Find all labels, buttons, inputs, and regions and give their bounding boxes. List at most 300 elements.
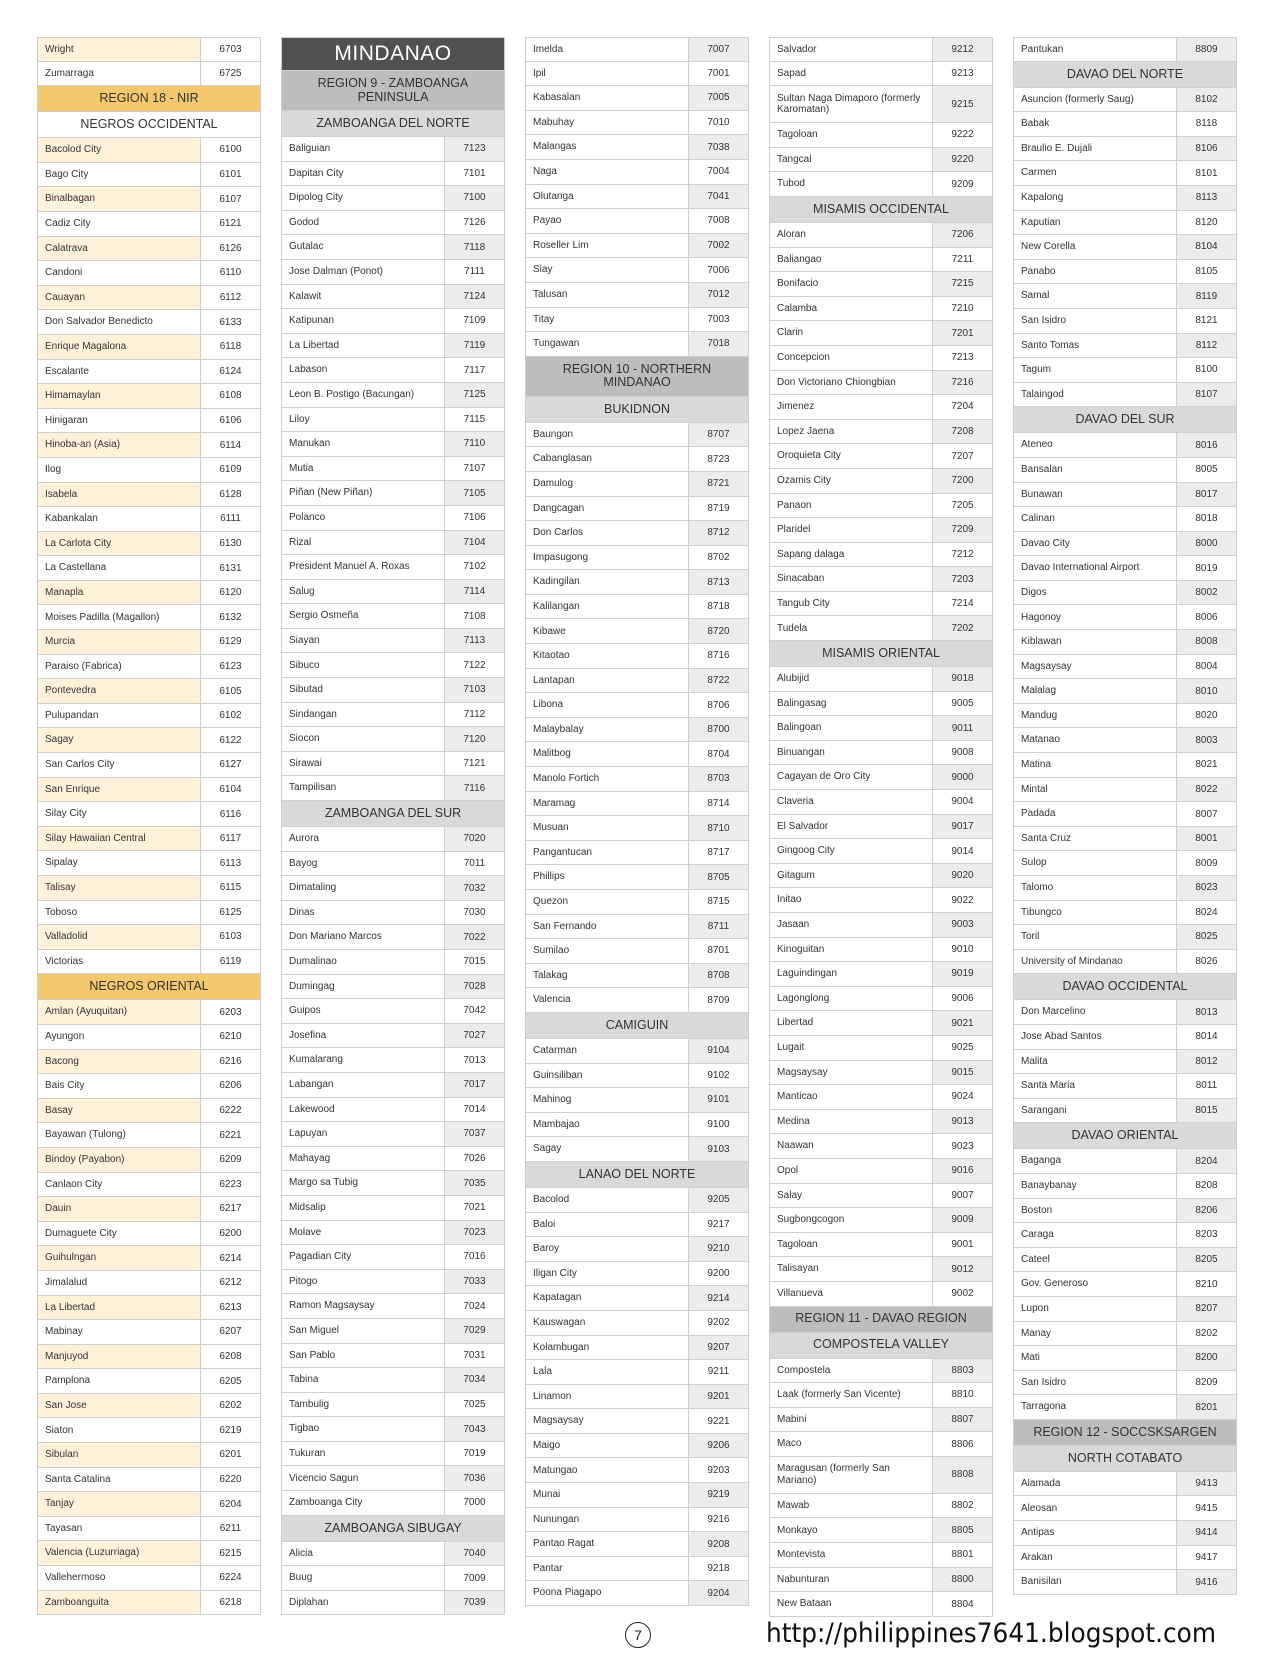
zip-code: 8808 bbox=[933, 1457, 992, 1493]
zip-code: 8208 bbox=[1177, 1174, 1236, 1198]
table-row bbox=[525, 1581, 749, 1606]
zip-code: 8709 bbox=[689, 988, 748, 1012]
municipality-name: Concepcion bbox=[770, 346, 933, 370]
municipality-name: Hagonoy bbox=[1014, 605, 1177, 629]
table-row bbox=[1013, 284, 1237, 309]
table-row bbox=[769, 1518, 993, 1543]
municipality-name: Malalag bbox=[1014, 679, 1177, 703]
table-row bbox=[281, 975, 505, 1000]
municipality-name: Dauin bbox=[38, 1197, 201, 1221]
municipality-name: New Bataan bbox=[770, 1592, 933, 1616]
municipality-name: Josefina bbox=[282, 1024, 445, 1048]
zip-code: 8715 bbox=[689, 890, 748, 914]
zip-code: 7011 bbox=[445, 852, 504, 876]
table-row bbox=[769, 371, 993, 396]
municipality-name: Manapla bbox=[38, 581, 201, 605]
municipality-name: Talakag bbox=[526, 964, 689, 988]
municipality-name: Ayungon bbox=[38, 1025, 201, 1049]
zip-code: 8020 bbox=[1177, 704, 1236, 728]
table-row bbox=[769, 716, 993, 741]
table-row bbox=[1013, 1570, 1237, 1595]
table-row bbox=[281, 580, 505, 605]
zip-code: 8209 bbox=[1177, 1371, 1236, 1395]
municipality-name: Kapatagan bbox=[526, 1286, 689, 1310]
region-header: NEGROS OCCIDENTAL bbox=[37, 112, 261, 138]
municipality-name: Lagonglong bbox=[770, 987, 933, 1011]
municipality-name: Amlan (Ayuquitan) bbox=[38, 1000, 201, 1024]
municipality-name: Asuncion (formerly Saug) bbox=[1014, 88, 1177, 112]
table-row bbox=[769, 1184, 993, 1209]
table-row bbox=[37, 827, 261, 852]
table-row bbox=[37, 507, 261, 532]
municipality-name: Tangub City bbox=[770, 592, 933, 616]
zip-code: 7043 bbox=[445, 1417, 504, 1441]
table-row bbox=[769, 962, 993, 987]
municipality-name: Padada bbox=[1014, 802, 1177, 826]
table-row bbox=[37, 1418, 261, 1443]
zip-code: 8716 bbox=[689, 644, 748, 668]
table-row bbox=[281, 727, 505, 752]
zip-code: 6112 bbox=[201, 286, 260, 310]
table-row bbox=[281, 629, 505, 654]
municipality-name: Bonifacio bbox=[770, 272, 933, 296]
table-row bbox=[525, 258, 749, 283]
municipality-name: Canlaon City bbox=[38, 1173, 201, 1197]
table-row bbox=[281, 1024, 505, 1049]
zip-code: 9213 bbox=[933, 62, 992, 86]
table-row bbox=[769, 592, 993, 617]
zip-code: 8805 bbox=[933, 1518, 992, 1542]
zip-code: 7004 bbox=[689, 160, 748, 184]
municipality-name: Arakan bbox=[1014, 1546, 1177, 1570]
page-number: 7 bbox=[625, 1622, 651, 1648]
table-row bbox=[525, 111, 749, 136]
table-row bbox=[1013, 88, 1237, 113]
municipality-name: Zamboanguita bbox=[38, 1591, 201, 1615]
region-header: REGION 10 - NORTHERN MINDANAO bbox=[525, 357, 749, 397]
zip-code: 9205 bbox=[689, 1188, 748, 1212]
municipality-name: Alamada bbox=[1014, 1472, 1177, 1496]
table-row bbox=[1013, 1521, 1237, 1546]
zip-code: 8106 bbox=[1177, 137, 1236, 161]
zip-code: 8019 bbox=[1177, 556, 1236, 580]
table-row bbox=[37, 605, 261, 630]
municipality-name: San Miguel bbox=[282, 1319, 445, 1343]
table-row bbox=[525, 86, 749, 111]
table-row bbox=[281, 1294, 505, 1319]
zip-code: 9016 bbox=[933, 1159, 992, 1183]
table-row bbox=[769, 1110, 993, 1135]
table-row bbox=[37, 1369, 261, 1394]
municipality-name: Lantapan bbox=[526, 669, 689, 693]
zip-code: 9013 bbox=[933, 1110, 992, 1134]
municipality-name: Gutalac bbox=[282, 235, 445, 259]
table-row bbox=[37, 1492, 261, 1517]
municipality-name: Poona Piagapo bbox=[526, 1581, 689, 1605]
municipality-name: La Castellana bbox=[38, 556, 201, 580]
municipality-name: La Carlota City bbox=[38, 532, 201, 556]
municipality-name: Siayan bbox=[282, 629, 445, 653]
municipality-name: Jose Abad Santos bbox=[1014, 1025, 1177, 1049]
table-row bbox=[525, 865, 749, 890]
zip-code: 7028 bbox=[445, 975, 504, 999]
table-row bbox=[1013, 1496, 1237, 1521]
municipality-name: Matina bbox=[1014, 753, 1177, 777]
municipality-name: Hinigaran bbox=[38, 409, 201, 433]
municipality-name: Malangas bbox=[526, 135, 689, 159]
zip-code: 7025 bbox=[445, 1393, 504, 1417]
zip-code: 8014 bbox=[1177, 1025, 1236, 1049]
zip-code: 6114 bbox=[201, 433, 260, 457]
table-row bbox=[281, 852, 505, 877]
table-row bbox=[37, 1271, 261, 1296]
zip-code: 9206 bbox=[689, 1434, 748, 1458]
zip-code: 9021 bbox=[933, 1011, 992, 1035]
municipality-name: Ozamis City bbox=[770, 469, 933, 493]
table-row bbox=[281, 653, 505, 678]
region-header: ZAMBOANGA DEL NORTE bbox=[281, 111, 505, 137]
table-row bbox=[769, 1208, 993, 1233]
table-row bbox=[1013, 802, 1237, 827]
table-row bbox=[769, 1359, 993, 1384]
table-row bbox=[525, 283, 749, 308]
municipality-name: Pitogo bbox=[282, 1270, 445, 1294]
municipality-name: Candoni bbox=[38, 261, 201, 285]
municipality-name: Isabela bbox=[38, 483, 201, 507]
zip-code: 7208 bbox=[933, 420, 992, 444]
zip-code: 8104 bbox=[1177, 235, 1236, 259]
zip-code: 6215 bbox=[201, 1541, 260, 1565]
zip-code: 8803 bbox=[933, 1359, 992, 1383]
region-header: DAVAO DEL SUR bbox=[1013, 407, 1237, 433]
table-row bbox=[525, 1039, 749, 1064]
municipality-name: Libertad bbox=[770, 1011, 933, 1035]
zip-code: 9025 bbox=[933, 1036, 992, 1060]
table-row bbox=[525, 619, 749, 644]
table-row bbox=[37, 581, 261, 606]
zip-code: 8705 bbox=[689, 865, 748, 889]
table-row bbox=[1013, 483, 1237, 508]
island-group-header: MINDANAO bbox=[281, 37, 505, 71]
municipality-name: Liloy bbox=[282, 408, 445, 432]
municipality-name: Sindangan bbox=[282, 703, 445, 727]
zip-code: 8112 bbox=[1177, 334, 1236, 358]
zip-code: 9200 bbox=[689, 1262, 748, 1286]
zip-code: 7104 bbox=[445, 531, 504, 555]
zip-code: 7116 bbox=[445, 776, 504, 800]
municipality-name: Kibawe bbox=[526, 619, 689, 643]
table-row bbox=[769, 1494, 993, 1519]
zip-code: 6101 bbox=[201, 163, 260, 187]
zip-code: 8710 bbox=[689, 816, 748, 840]
zip-code: 7017 bbox=[445, 1073, 504, 1097]
zip-code: 6127 bbox=[201, 753, 260, 777]
zip-code: 9017 bbox=[933, 815, 992, 839]
zip-code: 8700 bbox=[689, 718, 748, 742]
municipality-name: Banisilan bbox=[1014, 1570, 1177, 1594]
table-row bbox=[1013, 556, 1237, 581]
municipality-name: Baganga bbox=[1014, 1149, 1177, 1173]
table-row bbox=[525, 1336, 749, 1361]
municipality-name: Davao International Airport bbox=[1014, 556, 1177, 580]
table-row bbox=[37, 851, 261, 876]
zip-code: 6211 bbox=[201, 1517, 260, 1541]
table-row bbox=[525, 939, 749, 964]
table-row bbox=[37, 1566, 261, 1591]
table-row bbox=[281, 604, 505, 629]
zip-code: 9006 bbox=[933, 987, 992, 1011]
municipality-name: Pagadian City bbox=[282, 1245, 445, 1269]
table-row bbox=[37, 483, 261, 508]
table-row bbox=[37, 1123, 261, 1148]
table-row bbox=[769, 1159, 993, 1184]
zip-code: 8718 bbox=[689, 595, 748, 619]
municipality-name: Tungawan bbox=[526, 332, 689, 356]
table-row bbox=[1013, 186, 1237, 211]
zip-code: 9012 bbox=[933, 1257, 992, 1281]
municipality-name: Kauswagan bbox=[526, 1311, 689, 1335]
zip-code: 9218 bbox=[689, 1557, 748, 1581]
table-row bbox=[1013, 1074, 1237, 1099]
zip-code: 7008 bbox=[689, 209, 748, 233]
municipality-name: Guipos bbox=[282, 999, 445, 1023]
zip-code: 8201 bbox=[1177, 1395, 1236, 1419]
table-row bbox=[769, 1282, 993, 1307]
table-row bbox=[37, 1320, 261, 1345]
zip-code: 9221 bbox=[689, 1409, 748, 1433]
table-row bbox=[525, 1360, 749, 1385]
zip-code: 6121 bbox=[201, 212, 260, 236]
table-row bbox=[1013, 161, 1237, 186]
zip-code: 8005 bbox=[1177, 458, 1236, 482]
blog-url-watermark[interactable]: http://philippines7641.blogspot.com bbox=[766, 1618, 1217, 1649]
municipality-name: Don Salvador Benedicto bbox=[38, 310, 201, 334]
zip-code: 6210 bbox=[201, 1025, 260, 1049]
municipality-name: Boston bbox=[1014, 1199, 1177, 1223]
table-row bbox=[769, 172, 993, 197]
zip-code: 9103 bbox=[689, 1137, 748, 1161]
zip-code: 9018 bbox=[933, 667, 992, 691]
zip-code: 9214 bbox=[689, 1286, 748, 1310]
municipality-name: San Enrique bbox=[38, 778, 201, 802]
zip-code: 6131 bbox=[201, 556, 260, 580]
zip-code: 8801 bbox=[933, 1543, 992, 1567]
zip-code: 8004 bbox=[1177, 655, 1236, 679]
municipality-name: Baroy bbox=[526, 1237, 689, 1261]
table-row bbox=[1013, 901, 1237, 926]
region-header: REGION 11 - DAVAO REGION bbox=[769, 1307, 993, 1333]
table-row bbox=[37, 655, 261, 680]
zip-code: 8714 bbox=[689, 792, 748, 816]
zip-code: 6100 bbox=[201, 138, 260, 162]
zip-code: 9219 bbox=[689, 1483, 748, 1507]
table-row bbox=[525, 472, 749, 497]
table-row bbox=[525, 1409, 749, 1434]
municipality-name: Matanao bbox=[1014, 728, 1177, 752]
table-row bbox=[525, 644, 749, 669]
table-row bbox=[769, 839, 993, 864]
municipality-name: Himamaylan bbox=[38, 384, 201, 408]
municipality-name: Santa Cruz bbox=[1014, 827, 1177, 851]
table-row bbox=[525, 964, 749, 989]
table-row bbox=[525, 1286, 749, 1311]
table-row bbox=[769, 395, 993, 420]
table-row bbox=[1013, 925, 1237, 950]
municipality-name: Initao bbox=[770, 888, 933, 912]
table-row bbox=[281, 1098, 505, 1123]
table-row bbox=[1013, 1272, 1237, 1297]
table-row bbox=[769, 765, 993, 790]
zip-code: 6202 bbox=[201, 1394, 260, 1418]
zip-code: 9417 bbox=[1177, 1546, 1236, 1570]
table-row bbox=[525, 1508, 749, 1533]
zip-code: 6115 bbox=[201, 876, 260, 900]
region-header: CAMIGUIN bbox=[525, 1013, 749, 1039]
municipality-name: Dipolog City bbox=[282, 186, 445, 210]
table-row bbox=[37, 1025, 261, 1050]
zip-code: 8025 bbox=[1177, 925, 1236, 949]
municipality-name: Dimataling bbox=[282, 876, 445, 900]
table-row bbox=[525, 1064, 749, 1089]
municipality-name: Mabinay bbox=[38, 1320, 201, 1344]
zip-code: 8207 bbox=[1177, 1297, 1236, 1321]
table-row bbox=[37, 1296, 261, 1321]
table-row bbox=[37, 1246, 261, 1271]
municipality-name: Titay bbox=[526, 308, 689, 332]
municipality-name: Silay Hawaiian Central bbox=[38, 827, 201, 851]
table-row bbox=[1013, 753, 1237, 778]
zip-code: 6132 bbox=[201, 605, 260, 629]
municipality-name: Tudela bbox=[770, 616, 933, 640]
table-row bbox=[37, 360, 261, 385]
municipality-name: Villanueva bbox=[770, 1282, 933, 1306]
municipality-name: Binuangan bbox=[770, 741, 933, 765]
zip-code: 7106 bbox=[445, 506, 504, 530]
zip-code: 6213 bbox=[201, 1296, 260, 1320]
municipality-name: Manticao bbox=[770, 1085, 933, 1109]
table-row bbox=[1013, 334, 1237, 359]
municipality-name: Manjuyod bbox=[38, 1345, 201, 1369]
table-row bbox=[769, 1257, 993, 1282]
zip-code: 9022 bbox=[933, 888, 992, 912]
zip-code: 6113 bbox=[201, 851, 260, 875]
municipality-name: Mandug bbox=[1014, 704, 1177, 728]
municipality-name: Sirawai bbox=[282, 752, 445, 776]
table-row bbox=[281, 457, 505, 482]
municipality-name: Naga bbox=[526, 160, 689, 184]
municipality-name: Guihulngan bbox=[38, 1246, 201, 1270]
municipality-name: Sapang dalaga bbox=[770, 543, 933, 567]
municipality-name: Bayawan (Tulong) bbox=[38, 1123, 201, 1147]
table-row bbox=[281, 876, 505, 901]
municipality-name: Silay City bbox=[38, 802, 201, 826]
municipality-name: Tangcal bbox=[770, 148, 933, 172]
municipality-name: Aurora bbox=[282, 827, 445, 851]
municipality-name: Gingoog City bbox=[770, 839, 933, 863]
table-row bbox=[525, 693, 749, 718]
zip-code: 7105 bbox=[445, 481, 504, 505]
table-row bbox=[37, 1099, 261, 1124]
zip-code: 8118 bbox=[1177, 112, 1236, 136]
municipality-name: Bunawan bbox=[1014, 483, 1177, 507]
municipality-name: Pantao Ragat bbox=[526, 1532, 689, 1556]
zip-code: 7118 bbox=[445, 235, 504, 259]
municipality-name: New Corella bbox=[1014, 235, 1177, 259]
zip-code: 8010 bbox=[1177, 679, 1236, 703]
zip-code: 7026 bbox=[445, 1147, 504, 1171]
zip-code: 9100 bbox=[689, 1113, 748, 1137]
zip-code: 6223 bbox=[201, 1173, 260, 1197]
zip-code: 7126 bbox=[445, 211, 504, 235]
zip-code: 8202 bbox=[1177, 1322, 1236, 1346]
zip-code: 6216 bbox=[201, 1050, 260, 1074]
table-row bbox=[37, 802, 261, 827]
table-row bbox=[281, 1171, 505, 1196]
table-row bbox=[1013, 630, 1237, 655]
table-row bbox=[281, 1566, 505, 1591]
municipality-name: Alicia bbox=[282, 1542, 445, 1566]
municipality-name: Midsalip bbox=[282, 1196, 445, 1220]
zip-code: 7038 bbox=[689, 135, 748, 159]
zip-code: 9102 bbox=[689, 1064, 748, 1088]
zip-code: 9211 bbox=[689, 1360, 748, 1384]
municipality-name: Bayog bbox=[282, 852, 445, 876]
municipality-name: Don Victoriano Chiongbian bbox=[770, 371, 933, 395]
zip-code: 7010 bbox=[689, 111, 748, 135]
municipality-name: Compostela bbox=[770, 1359, 933, 1383]
zip-code: 6703 bbox=[201, 38, 260, 61]
municipality-name: Digos bbox=[1014, 581, 1177, 605]
zip-code: 9014 bbox=[933, 839, 992, 863]
zip-code: 9007 bbox=[933, 1184, 992, 1208]
municipality-name: Polanco bbox=[282, 506, 445, 530]
municipality-name: Claveria bbox=[770, 790, 933, 814]
municipality-name: Plaridel bbox=[770, 518, 933, 542]
table-row bbox=[281, 776, 505, 801]
zip-code: 8021 bbox=[1177, 753, 1236, 777]
zip-code: 9004 bbox=[933, 790, 992, 814]
table-row bbox=[281, 211, 505, 236]
table-row bbox=[37, 778, 261, 803]
municipality-name: Sergio Osmeña bbox=[282, 604, 445, 628]
zip-code: 6109 bbox=[201, 458, 260, 482]
zip-code: 9001 bbox=[933, 1233, 992, 1257]
zip-code: 6111 bbox=[201, 507, 260, 531]
table-row bbox=[37, 728, 261, 753]
municipality-name: Lala bbox=[526, 1360, 689, 1384]
table-row bbox=[37, 630, 261, 655]
table-row bbox=[1013, 507, 1237, 532]
zip-code: 8802 bbox=[933, 1494, 992, 1518]
zip-code: 6106 bbox=[201, 409, 260, 433]
table-row bbox=[1013, 1297, 1237, 1322]
table-row bbox=[769, 1011, 993, 1036]
table-row bbox=[1013, 137, 1237, 162]
zip-code: 8016 bbox=[1177, 433, 1236, 457]
municipality-name: San Fernando bbox=[526, 915, 689, 939]
zip-code: 8000 bbox=[1177, 532, 1236, 556]
column-4 bbox=[769, 37, 993, 1617]
table-row bbox=[1013, 309, 1237, 334]
table-row bbox=[281, 235, 505, 260]
zip-code: 6130 bbox=[201, 532, 260, 556]
municipality-name: Oroquieta City bbox=[770, 444, 933, 468]
table-row bbox=[525, 595, 749, 620]
table-row bbox=[1013, 458, 1237, 483]
zip-code: 8701 bbox=[689, 939, 748, 963]
zip-code: 9010 bbox=[933, 938, 992, 962]
municipality-name: Sugbongcogon bbox=[770, 1208, 933, 1232]
